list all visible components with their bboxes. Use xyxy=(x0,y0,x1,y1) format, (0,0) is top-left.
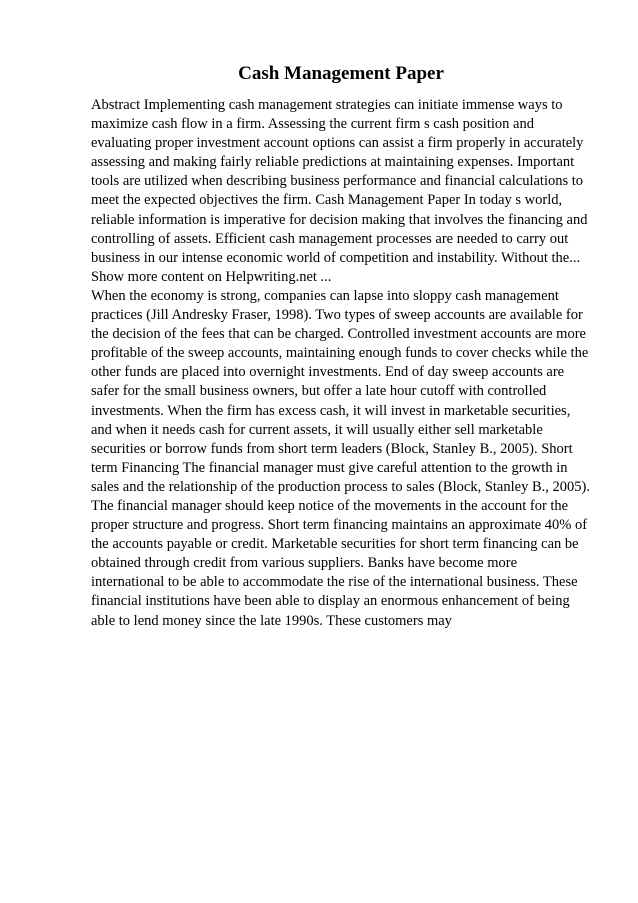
text-line: securities or borrow funds from short term leaders (Block, Stanley B., 2005). Short xyxy=(91,440,573,457)
text-line: profitable of the sweep accounts, maintaining enough funds to cover checks while the xyxy=(91,345,589,362)
text-line: reliable information is imperative for decision making that involves the financing and xyxy=(91,211,588,228)
text-line: term Financing The financial manager must give careful attention to the growth in xyxy=(91,459,568,476)
document-body xyxy=(91,96,601,631)
text-line: tools are utilized when describing business performance and financial calculations to xyxy=(91,173,584,190)
text-line: When the economy is strong, companies can lapse into sloppy cash management xyxy=(91,287,559,304)
text-line: evaluating proper investment account options can assist a firm properly in accurately xyxy=(91,135,584,152)
text-line: other funds are placed into overnight investments. End of day sweep accounts are xyxy=(91,364,565,381)
text-line: the decision of the fees that can be charged. Controlled investment accounts are more xyxy=(91,326,586,343)
text-line: and when it needs cash for current assets, it will usually either sell marketable xyxy=(91,421,543,438)
show-more-line: Show more content on Helpwriting.net ... xyxy=(91,268,332,285)
text-line: meet the expected objectives the firm. Cash Management Paper In today s world, xyxy=(91,192,563,209)
text-line: assessing and making fairly reliable predictions at maintaining expenses. Important xyxy=(91,154,575,171)
text-line: business in our intense economic world of competition and instability. Without the... xyxy=(91,249,581,266)
text-line: the accounts payable or credit. Marketable securities for short term financing can be xyxy=(91,536,579,553)
text-line: maximize cash flow in a firm. Assessing the current firm s cash position and xyxy=(91,116,534,133)
document-title: Cash Management Paper xyxy=(238,63,444,84)
text-line: proper structure and progress. Short term financing maintains an approximate 40% of xyxy=(91,517,588,534)
text-line: controlling of assets. Efficient cash management processes are needed to carry out xyxy=(91,230,569,247)
text-line: obtained through credit from various suppliers. Banks have become more xyxy=(91,555,518,572)
text-line: able to lend money since the late 1990s. These customers may xyxy=(91,612,452,629)
text-line: The financial manager should keep notice of the movements in the account for the xyxy=(91,497,569,514)
text-line: safer for the small business owners, but offer a late hour cutoff with controlled xyxy=(91,383,547,400)
text-line: financial institutions have been able to display an enormous enhancement of being xyxy=(91,593,570,610)
text-line: investments. When the firm has excess cash, it will invest in marketable securities, xyxy=(91,402,571,419)
text-line: practices (Jill Andresky Fraser, 1998). Two types of sweep accounts are available for xyxy=(91,307,583,324)
text-line: sales and the relationship of the production process to sales (Block, Stanley B., 2005). xyxy=(91,478,590,495)
text-line: international to be able to accommodate the rise of the international business. These xyxy=(91,574,578,591)
text-line: Abstract Implementing cash management strategies can initiate immense ways to xyxy=(91,97,563,113)
